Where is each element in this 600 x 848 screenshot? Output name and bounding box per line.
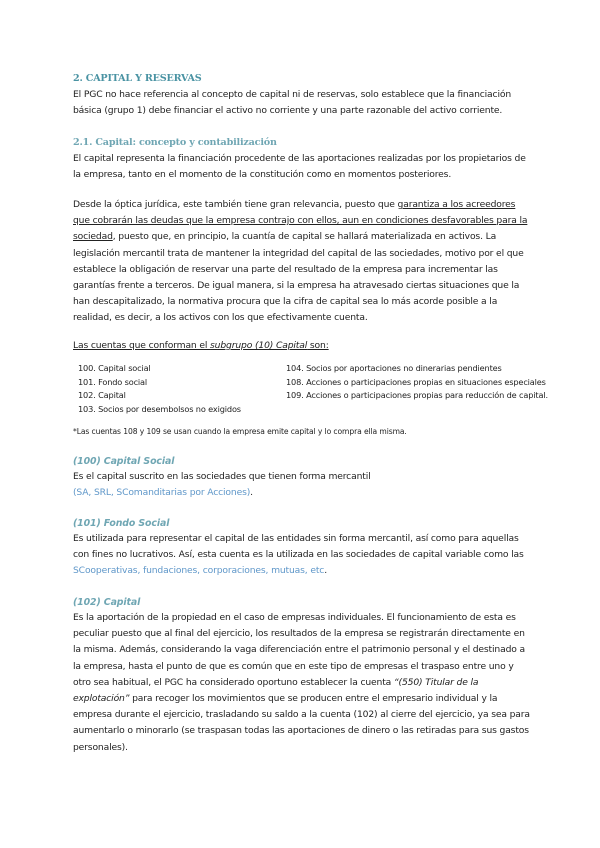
s100-title: (100) Capital Social bbox=[73, 456, 175, 467]
account-item: 104. Socios por aportaciones no dinerarias pendientes bbox=[286, 363, 502, 373]
accounts-note: *Las cuentas 108 y 109 se usan cuando la empresa emite capital y lo compra ella misma. bbox=[73, 427, 407, 436]
s102-title: (102) Capital bbox=[73, 597, 141, 608]
s102-text-end: para recoger los movimientos que se producen entre el empresario individual y la empresa durante el ejercicio, trasladando su saldo a la cuenta (102) al cierre del ejercicio, ya sea para aumentarlo o minorarlo (se traspasan todas las aportaciones de dinero o las retiradas para sus gastos personales). bbox=[73, 693, 530, 753]
account-item: 101. Fondo social bbox=[78, 376, 148, 387]
s101-examples: SCooperativas, fundaciones, corporaciones, mutuas, etc bbox=[73, 565, 325, 577]
capital-definition-text: El capital representa la financiación procedente de las aportaciones realizadas por los propietarios de la empresa, tanto en el momento de la constitución como en momentos posteriores. bbox=[73, 153, 526, 181]
s102-text-line bbox=[73, 610, 533, 756]
s100-tail: . bbox=[250, 487, 253, 499]
legal-end: , puesto que, en principio, la cuantía de capital se hallará materializada en activos. La legislación mercantil trata de mantener la integridad del capital de las sociedades, motivo por el que establece la obligación de reservar una parte del resultado de la empresa para incrementar las garantías frente a terceros. De igual manera, si la empresa ha atravesado ciertas situaciones que la han descapitalizado, la normativa procura que la cifra de capital sea lo más acorde posible a la realidad, es decir, a los activos con los que efectivamente cuenta. bbox=[73, 231, 524, 324]
s102-paragraph bbox=[73, 610, 533, 756]
accounts-left-list bbox=[78, 362, 241, 416]
s102-text-start: Es la aportación de la propiedad en el caso de empresas individuales. El funcionamiento de esta es peculiar puesto que al final del ejercicio, los resultados de la empresa se registrarán directamente en la misma. Además, considerando la vaga diferenciación entre el patrimonio personal y el destinado a la empresa, hasta el punto de que es común que en este tipo de empresas el traspaso entre uno y otro sea habitual, el PGC ha considerado oportuno establecer la cuenta bbox=[73, 612, 525, 688]
account-item: 102. Capital bbox=[78, 390, 126, 401]
s100-examples: (SA, SRL, SComanditarias por Acciones) bbox=[73, 487, 251, 499]
accounts-intro-post: son: bbox=[307, 340, 329, 351]
accounts-intro bbox=[73, 340, 329, 351]
intro-text: El PGC no hace referencia al concepto de capital ni de reservas, solo establece que la financiación básica (grupo 1) debe financiar el activo no corriente y una parte razonable del activo corriente. bbox=[73, 89, 511, 117]
legal-start: Desde la óptica jurídica, este también tiene gran relevancia, puesto que bbox=[73, 199, 398, 210]
s101-text-line bbox=[73, 531, 533, 580]
accounts-right-list bbox=[286, 362, 548, 403]
legal-underlined: garantiza a los acreedores que cobrarán las deudas que la empresa contrajo con ellos, aun en condiciones desfavorables para la sociedad bbox=[73, 199, 528, 243]
s102-italic: “(550) Titular de la explotación” bbox=[73, 676, 479, 705]
account-item: 109. Acciones o participaciones propias para reducción de capital. bbox=[286, 390, 548, 401]
account-item: 108. Acciones o participaciones propias en situaciones especiales bbox=[286, 376, 546, 387]
legal-paragraph-text bbox=[73, 197, 533, 327]
legal-paragraph bbox=[73, 197, 533, 327]
intro-paragraph bbox=[73, 87, 533, 119]
account-item: 100. Capital social bbox=[78, 363, 151, 373]
capital-definition bbox=[73, 151, 533, 183]
s100-examples-line bbox=[73, 485, 533, 501]
s100-paragraph bbox=[73, 469, 533, 501]
s101-title: (101) Fondo Social bbox=[73, 518, 170, 529]
s101-paragraph bbox=[73, 531, 533, 580]
s100-text: Es el capital suscrito en las sociedades que tienen forma mercantil bbox=[73, 471, 371, 482]
s101-tail: . bbox=[324, 565, 327, 577]
account-item: 103. Socios por desembolsos no exigidos bbox=[78, 403, 241, 414]
accounts-intro-pre: Las cuentas que conforman el bbox=[73, 340, 211, 351]
accounts-intro-italic: subgrupo (10) Capital bbox=[210, 340, 308, 351]
section-title: 2. CAPITAL Y RESERVAS bbox=[73, 73, 202, 84]
subsection-title: 2.1. Capital: concepto y contabilización bbox=[73, 137, 277, 148]
s101-text: Es utilizada para representar el capital de las entidades sin forma mercantil, así como para aquellas con fines no lucrativos. Así, esta cuenta es la utilizada en las sociedades de capital variable como las bbox=[73, 533, 524, 561]
